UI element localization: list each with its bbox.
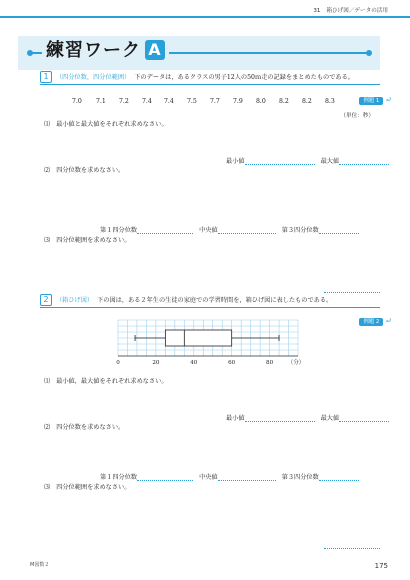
q2-sub3-text: 四分位範囲を求めなさい。: [56, 484, 131, 491]
tick-label: 40: [190, 360, 198, 366]
q1-answer-quartiles: [100, 225, 359, 234]
median-field[interactable]: [218, 474, 276, 481]
q2-rule: [40, 307, 380, 308]
q2-heading: [40, 294, 332, 307]
q2-topic: （箱ひげ図）: [56, 297, 94, 304]
q1-answer-minmax: [226, 156, 389, 165]
q2-text: 下の図は，ある２年生の生徒の家庭での学習時間を，箱ひげ図に表したものである。: [97, 297, 333, 304]
q1-example-badge: 例題 1: [359, 97, 383, 105]
running-header: [313, 6, 388, 14]
q1-text: 下のデータは，あるクラスの男子12人の50ｍ走の記録をまとめたものである。: [134, 74, 354, 81]
q1-sub1-num: ⑴: [44, 121, 51, 128]
q1-sub1-text: 最小値と最大値をそれぞれ求めなさい。: [56, 121, 168, 128]
tick-label: 80: [266, 360, 274, 366]
q1-quartile-label: 第１四分位数: [100, 474, 138, 481]
data-value: 8.2: [279, 98, 289, 105]
q2-sub2: [44, 423, 124, 433]
q1-sub3-text: 四分位範囲を求めなさい。: [56, 237, 131, 244]
q2-answer-quartiles: [100, 472, 359, 481]
data-value: 7.2: [119, 98, 129, 105]
q1-quartile-label: 第１四分位数: [100, 227, 138, 234]
q2-answer-iqr: [324, 530, 380, 549]
q1-heading: [40, 71, 354, 84]
section-title: 箱ひげ図／データの活用: [326, 8, 388, 14]
unit-label: （分）: [287, 360, 305, 366]
third-quartile-field[interactable]: [319, 474, 359, 481]
data-value: 7.4: [142, 98, 152, 105]
max-label: 最大値: [320, 415, 340, 422]
data-value: 7.9: [233, 98, 243, 105]
q1-sub2-num: ⑵: [44, 167, 51, 174]
q1-data-row: [0, 98, 410, 108]
max-label: 最大値: [320, 158, 340, 165]
boxplot-chart: [110, 318, 310, 372]
min-answer-field[interactable]: [245, 415, 315, 422]
q1-topic: （四分位数，四分位範囲）: [56, 74, 131, 81]
page-number: 175: [374, 562, 388, 570]
banner-dot-left: [27, 50, 33, 56]
q2-sub2-text: 四分位数を求めなさい。: [56, 424, 125, 431]
max-answer-field[interactable]: [339, 415, 389, 422]
median-label: 中央値: [199, 227, 218, 234]
data-value: 8.2: [302, 98, 312, 105]
banner-dot-right: [366, 50, 372, 56]
min-answer-field[interactable]: [245, 158, 315, 165]
return-arrow-icon: ⤾: [385, 95, 392, 104]
min-label: 最小値: [226, 415, 245, 422]
q1-number: 1: [40, 71, 52, 83]
first-quartile-field[interactable]: [137, 474, 193, 481]
return-arrow-icon: ⤾: [385, 316, 392, 325]
first-quartile-field[interactable]: [137, 227, 193, 234]
footer-code: M図数２: [30, 562, 50, 568]
section-number: 31: [313, 8, 321, 14]
tick-label: 60: [228, 360, 236, 366]
q1-sub3-num: ⑶: [44, 237, 51, 244]
q2-sub1-text: 最小値，最大値をそれぞれ求めなさい。: [56, 378, 168, 385]
data-value: 8.0: [256, 98, 266, 105]
q2-sub1-num: ⑴: [44, 378, 51, 385]
q2-number: 2: [40, 294, 52, 306]
min-label: 最小値: [226, 158, 245, 165]
data-value: 8.3: [325, 98, 335, 105]
data-value: 7.5: [187, 98, 197, 105]
median-field[interactable]: [218, 227, 276, 234]
median-label: 中央値: [199, 474, 218, 481]
q1-unit: （単位：秒）: [340, 113, 374, 119]
q2-answer-minmax: [226, 413, 389, 422]
q2-example-link[interactable]: [359, 308, 392, 327]
data-value: 7.7: [210, 98, 220, 105]
q3-quartile-label: 第３四分位数: [281, 474, 319, 481]
q2-example-badge: 例題 2: [359, 318, 383, 326]
max-answer-field[interactable]: [339, 158, 389, 165]
q1-sub3: [44, 236, 130, 246]
data-value: 7.0: [72, 98, 82, 105]
q2-sub1: [44, 377, 168, 387]
banner-title: [42, 38, 169, 64]
q2-sub2-num: ⑵: [44, 424, 51, 431]
data-value: 7.4: [164, 98, 174, 105]
third-quartile-field[interactable]: [319, 227, 359, 234]
q3-quartile-label: 第３四分位数: [281, 227, 319, 234]
q1-answer-iqr: [324, 274, 380, 293]
q1-sub2-text: 四分位数を求めなさい。: [56, 167, 125, 174]
tick-label: 0: [116, 360, 120, 366]
banner-title-text: 練習ワーク: [46, 40, 141, 61]
q2-sub3-num: ⑶: [44, 484, 51, 491]
header-rule: [0, 16, 410, 18]
level-badge: A: [145, 40, 165, 60]
boxplot-labels: [116, 358, 304, 366]
q1-rule: [40, 84, 380, 85]
tick-label: 20: [152, 360, 160, 366]
data-value: 7.1: [96, 98, 106, 105]
iqr-answer-field[interactable]: [324, 286, 380, 293]
q2-sub3: [44, 483, 130, 493]
boxplot-marks: [118, 330, 298, 356]
q1-sub2: [44, 166, 124, 176]
iqr-answer-field[interactable]: [324, 542, 380, 549]
box: [165, 330, 231, 346]
q1-sub1: [44, 120, 168, 130]
